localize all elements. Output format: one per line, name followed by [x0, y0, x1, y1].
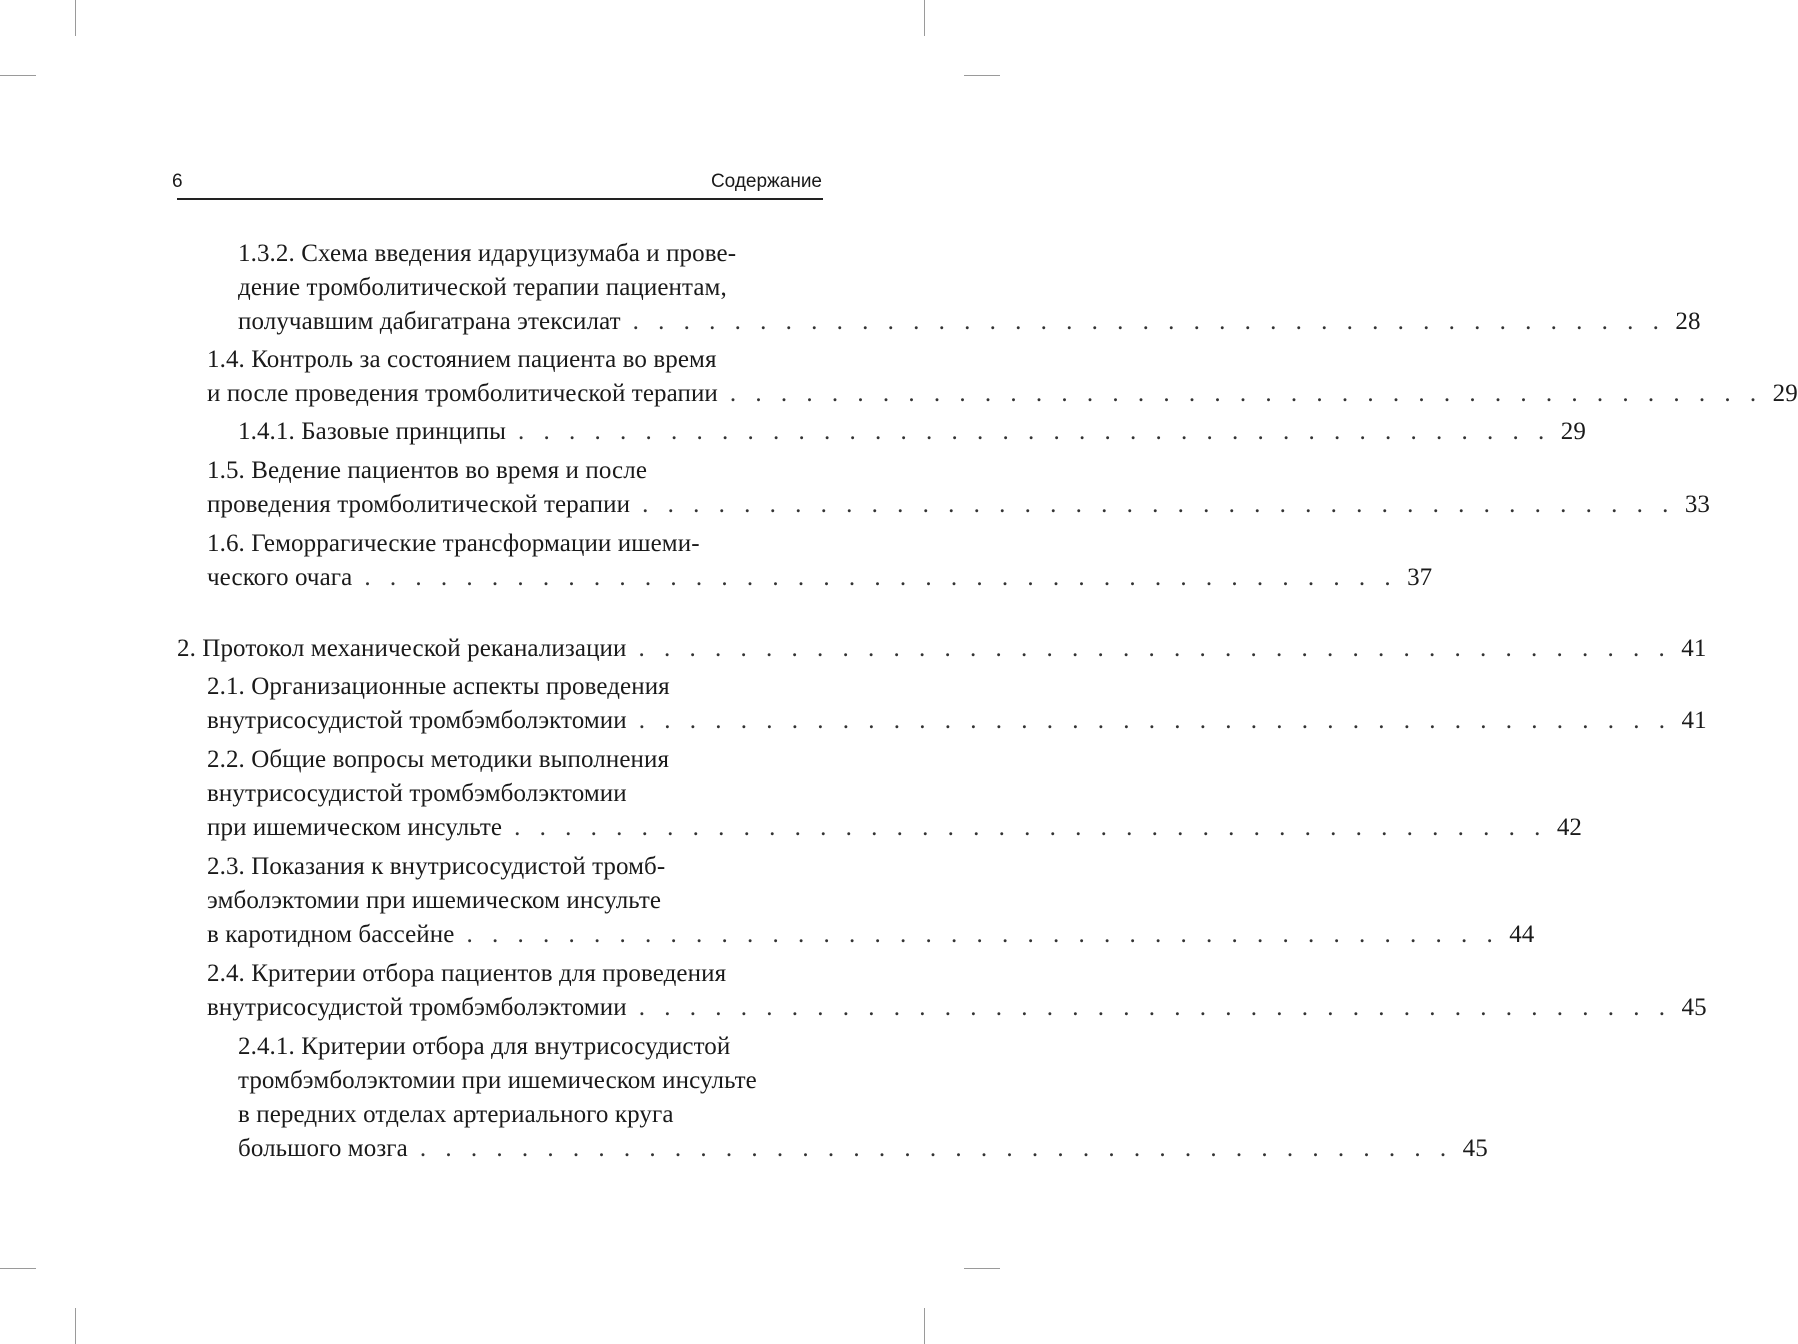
toc-entry-line: дение тромболитической терапии пациентам, [238, 274, 727, 301]
toc-page-number: 28 [1675, 308, 1701, 335]
crop-mark-top-left-h [0, 75, 36, 76]
toc-entry-2-4[interactable] [207, 957, 1707, 1025]
toc-entry-line: проведения тромболитической терапии [207, 491, 631, 518]
toc-entry-2-1[interactable] [207, 670, 1707, 738]
toc-entry-2-2[interactable] [207, 743, 1583, 845]
toc-entry-line: эмболэктомии при ишемическом инсульте [207, 887, 662, 914]
crop-mark-bottom-left-v [75, 1308, 76, 1344]
toc-page-number: 45 [1681, 994, 1707, 1021]
toc-entry-line: внутрисосудистой тромбэмболэктомии [207, 707, 627, 734]
crop-mark-top-left-v [75, 0, 76, 36]
toc-entry-line: 1.5. Ведение пациентов во время и после [207, 457, 648, 484]
toc-page-number: 29 [1560, 418, 1586, 445]
page-number: 6 [172, 171, 183, 192]
toc-entry-1-4[interactable] [207, 343, 1798, 411]
running-head: Содержание [710, 171, 822, 192]
toc-entry-line: 2. Протокол механической реканализации [177, 635, 627, 662]
toc-entry-line: в каротидном бассейне [207, 921, 455, 948]
toc-entry-line: в передних отделах артериального круга [238, 1101, 674, 1128]
toc-entry-2-3[interactable] [207, 850, 1535, 952]
toc-entry-line: 2.4.1. Критерии отбора для внутрисосудистой [238, 1033, 731, 1060]
toc-entry-line: внутрисосудистой тромбэмболэктомии [207, 994, 627, 1021]
toc-page-number: 29 [1772, 380, 1798, 407]
toc-entry-line: внутрисосудистой тромбэмболэктомии [207, 780, 627, 807]
toc-entry-line: 1.6. Геморрагические трансформации ишеми- [207, 530, 700, 557]
toc-page-number: 42 [1556, 814, 1583, 841]
dot-leader: . . . . . . . . . . . . . . . . . . . . . . . . . . . . . . . . . . . . . . . . . [419, 1135, 1453, 1162]
toc-entry-line: 2.2. Общие вопросы методики выполнения [207, 746, 670, 773]
toc-entry-1-5[interactable] [207, 454, 1711, 522]
toc-entry-1-3-2[interactable] [238, 237, 1701, 339]
crop-mark-bottom-left-h [0, 1268, 36, 1269]
toc-entry-line: 2.1. Организационные аспекты проведения [207, 673, 670, 700]
toc-page-number: 33 [1684, 491, 1711, 518]
toc-page-number: 41 [1681, 635, 1707, 662]
toc-page-number: 44 [1509, 921, 1535, 948]
toc-entry-line: и после проведения тромболитической терапии [207, 380, 718, 407]
dot-leader: . . . . . . . . . . . . . . . . . . . . . . . . . . . . . . . . . . . . . . . . . [632, 308, 1666, 335]
toc-page-number: 41 [1681, 707, 1707, 734]
toc-entry-line: ческого очага [207, 564, 353, 591]
table-of-contents [0, 237, 1798, 1166]
toc-entry-2-4-1[interactable] [238, 1030, 1488, 1166]
crop-mark-top-right-h [964, 75, 1000, 76]
toc-entry-1-4-1[interactable] [238, 415, 1586, 449]
dot-leader: . . . . . . . . . . . . . . . . . . . . . . . . . . . . . . . . . . . . . . . . . [638, 994, 1672, 1021]
toc-entry-line: 1.4.1. Базовые принципы [238, 418, 506, 445]
toc-page-number: 37 [1407, 564, 1433, 591]
toc-entry-line: 2.4. Критерии отбора пациентов для проведения [207, 960, 727, 987]
dot-leader: . . . . . . . . . . . . . . . . . . . . . . . . . . . . . . . . . . . . . . . . . [514, 814, 1547, 841]
dot-leader: . . . . . . . . . . . . . . . . . . . . . . . . . . . . . . . . . . . . . . . . . [638, 635, 1672, 662]
dot-leader: . . . . . . . . . . . . . . . . . . . . . . . . . . . . . . . . . . . . . . . . . [638, 707, 1672, 734]
toc-entry-line: 1.3.2. Схема введения идаруцизумаба и прове- [238, 240, 737, 267]
header-rule [177, 198, 823, 200]
dot-leader: . . . . . . . . . . . . . . . . . . . . . . . . . . . . . . . . . . . . . . . . . [642, 491, 1675, 518]
toc-entry-line: 1.4. Контроль за состоянием пациента во время [207, 346, 717, 373]
toc-entry-2[interactable] [177, 632, 1707, 666]
dot-leader: . . . . . . . . . . . . . . . . . . . . . . . . . . . . . . . . . . . . . . . . . [466, 921, 1500, 948]
crop-mark-bottom-right-v [924, 1308, 925, 1344]
toc-entry-line: при ишемическом инсульте [207, 814, 503, 841]
toc-page-number: 45 [1462, 1135, 1488, 1162]
toc-entry-1-6[interactable] [207, 527, 1433, 595]
toc-entry-line: получавшим дабигатрана этексилат [238, 308, 621, 335]
toc-entry-line: большого мозга [238, 1135, 408, 1162]
dot-leader: . . . . . . . . . . . . . . . . . . . . . . . . . . . . . . . . . . . . . . . . . [364, 564, 1398, 591]
dot-leader: . . . . . . . . . . . . . . . . . . . . . . . . . . . . . . . . . . . . . . . . . [729, 380, 1763, 407]
dot-leader: . . . . . . . . . . . . . . . . . . . . . . . . . . . . . . . . . . . . . . . . . [518, 418, 1551, 445]
toc-entry-line: тромбэмболэктомии при ишемическом инсульте [238, 1067, 757, 1094]
crop-mark-top-right-v [924, 0, 925, 36]
toc-entry-line: 2.3. Показания к внутрисосудистой тромб- [207, 853, 666, 880]
crop-mark-bottom-right-h [964, 1268, 1000, 1269]
